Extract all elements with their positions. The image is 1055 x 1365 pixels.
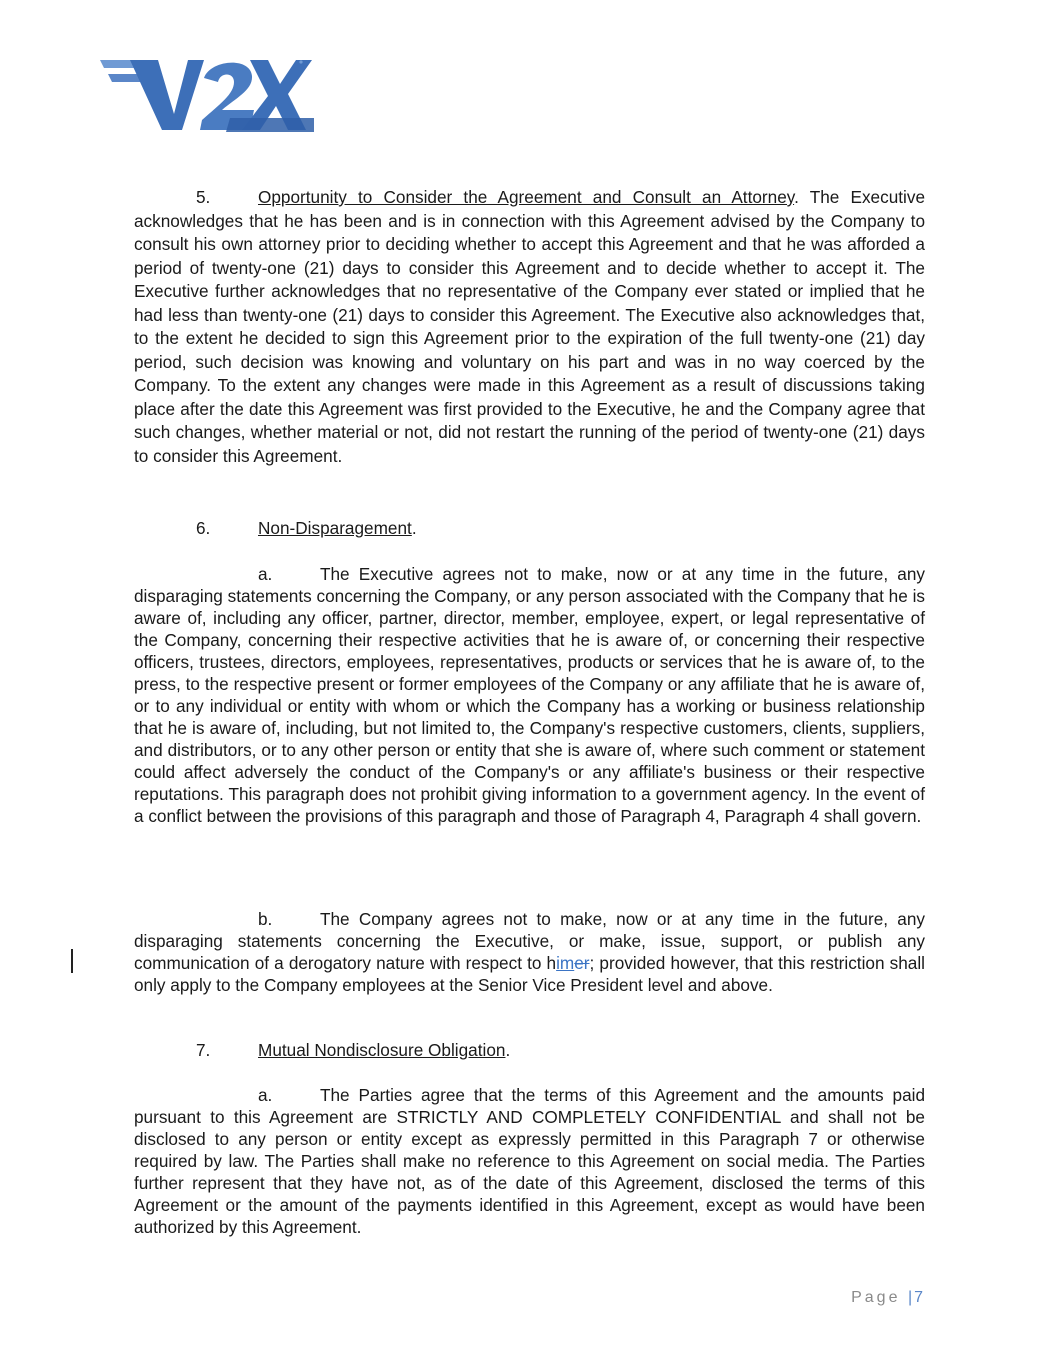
company-logo: [100, 56, 314, 136]
section-7-heading: Mutual Nondisclosure Obligation: [258, 1040, 506, 1060]
section-6b-inserted-text: im: [556, 953, 575, 973]
section-7a: [134, 1084, 925, 1238]
section-6-heading-period: .: [411, 518, 417, 538]
section-5-heading: Opportunity to Consider the Agreement and Consult an Attorney: [258, 187, 795, 207]
section-7a-text: The Parties agree that the terms of this Agreement and the amounts paid pursuant to this Agreement are STRICTLY AND COMPLETELY CONFIDENTIAL and shall not be disclosed to any person or entity except as expressly permitted in this Paragraph 7 or otherwise required by law. The Parties shall make no reference to this Agreement on social media. The Parties further represent that they have not, as of the date of this Agreement, disclosed the terms of this Agreement or the amount of the payments identified in this Agreement, except as would have been authorized by this Agreement.: [134, 1085, 925, 1237]
section-6b-text-after: ; provided however, that this restriction shall only apply to the Company employees at the Senior Vice President level and above.: [134, 953, 925, 995]
section-6a-label: a.: [258, 564, 273, 584]
section-6b-label: b.: [258, 909, 273, 929]
page-separator: |: [907, 1289, 913, 1306]
section-5: [134, 186, 925, 468]
section-7-header: [134, 1039, 925, 1063]
section-5-number: 5.: [196, 187, 211, 207]
section-6-number: 6.: [196, 518, 211, 538]
section-6b: [134, 908, 925, 996]
page-footer: [851, 1289, 923, 1307]
logo-text: V2X: [100, 56, 102, 57]
section-5-body: . The Executive acknowledges that he has been and is in connection with this Agreement advised by the Company to consult his own attorney prior to deciding whether to accept this Agreement and that he was afforded a period of twenty-one (21) days to consider this Agreement and to decide whether to accept it. The Executive further acknowledges that no representative of the Company ever stated or implied that he had less than twenty-one (21) days to consider this Agreement. The Executive also acknowledges that, to the extent he decided to sign this Agreement prior to the expiration of the full twenty-one (21) day period, such decision was knowing and voluntary on his part and was in no way coerced by the Company. To the extent any changes were made in this Agreement as a result of discussions taking place after the date this Agreement was first provided to the Executive, he and the Company agree that such changes, whether material or not, did not restart the running of the period of twenty-one (21) days to consider this Agreement.: [134, 187, 926, 466]
section-5-paragraph: [134, 186, 925, 468]
section-6b-text-before: The Company agrees not to make, now or at any time in the future, any disparaging statements concerning the Executive, or make, issue, support, or publish any communication of a derogatory nature with respect to h: [134, 909, 925, 973]
section-7-heading-period: .: [505, 1040, 511, 1060]
revision-change-bar: [71, 949, 73, 973]
section-6b-deleted-text: er: [574, 953, 590, 973]
section-6a: [134, 563, 925, 827]
section-7-number: 7.: [196, 1040, 211, 1060]
section-6-header: [134, 517, 925, 541]
v2x-logo-graphic: [100, 56, 314, 136]
page-number: 7: [914, 1289, 923, 1306]
section-6a-text: The Executive agrees not to make, now or at any time in the future, any disparaging statements concerning the Company, or any person associated with the Company that he is aware of, including any officer, partner, director, member, employee, expert, or legal representative of the Company, concerning their respective activities that he is aware of, or concerning their respective officers, trustees, directors, employees, representatives, products or services that he is aware of, to the press, to the respective present or former employees of the Company or any affiliate that he is aware of, or to any individual or entity with whom or which the Company has a working or business relationship that he is aware of, including, but not limited to, the Company's respective customers, clients, suppliers, and distributors, or to any other person or entity that she is aware of, where such comment or statement could affect adversely the conduct of the Company's or any affiliate's business or their respective reputations. This paragraph does not prohibit giving information to a government agency. In the event of a conflict between the provisions of this paragraph and those of Paragraph 4, Paragraph 4 shall govern.: [134, 564, 925, 826]
page-word: Page: [851, 1289, 901, 1306]
section-7a-label: a.: [258, 1085, 273, 1105]
section-6-heading: Non-Disparagement: [258, 518, 412, 538]
